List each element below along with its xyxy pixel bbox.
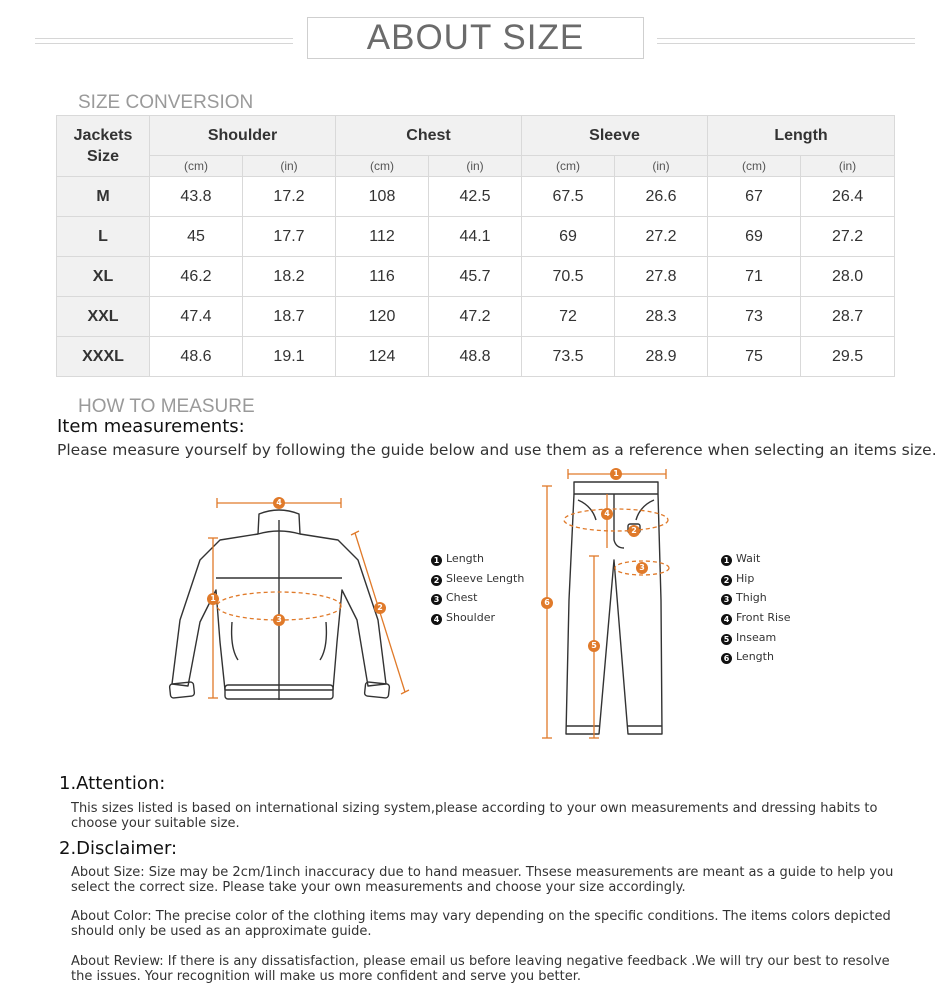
group-header-length: Length (708, 116, 895, 156)
value-cell: 27.2 (801, 217, 895, 257)
value-cell: 71 (708, 257, 801, 297)
pants-badge-hip: 2 (628, 525, 640, 537)
jacket-badge-chest: 3 (273, 614, 285, 626)
pants-badge-front-rise: 4 (601, 508, 613, 520)
legend-item-label: Front Rise (736, 611, 791, 625)
unit-cell: (cm) (336, 156, 429, 177)
value-cell: 116 (336, 257, 429, 297)
value-cell: 112 (336, 217, 429, 257)
legend-number-icon: 1 (721, 555, 732, 566)
unit-cell: (cm) (708, 156, 801, 177)
pants-illustration (566, 482, 662, 734)
value-cell: 27.2 (615, 217, 708, 257)
value-cell: 27.8 (615, 257, 708, 297)
value-cell: 46.2 (150, 257, 243, 297)
value-cell: 17.2 (243, 177, 336, 217)
legend-item-label: Length (736, 650, 774, 664)
item-measurements-title: Item measurements: (57, 416, 245, 437)
value-cell: 75 (708, 337, 801, 377)
unit-cell: (in) (801, 156, 895, 177)
legend-number-icon: 5 (721, 634, 732, 645)
legend-item (721, 569, 791, 589)
value-cell: 73.5 (522, 337, 615, 377)
value-cell: 29.5 (801, 337, 895, 377)
legend-number-icon: 6 (721, 653, 732, 664)
corner-label-size: Size (86, 148, 119, 165)
item-measurements-description: Please measure yourself by following the guide below and use them as a reference when selecting an items size. (57, 441, 937, 459)
group-header-sleeve: Sleeve (522, 116, 708, 156)
corner-label-jackets: Jackets (73, 127, 133, 144)
legend-item-label: Thigh (736, 591, 767, 605)
legend-item (431, 608, 524, 628)
value-cell: 73 (708, 297, 801, 337)
jacket-badge-sleeve: 2 (374, 602, 386, 614)
pants-badge-inseam: 5 (588, 640, 600, 652)
legend-item (431, 588, 524, 608)
value-cell: 28.9 (615, 337, 708, 377)
legend-item-label: Shoulder (446, 611, 495, 625)
legend-item-label: Wait (736, 552, 761, 565)
size-cell: XXXL (57, 337, 150, 377)
value-cell: 26.4 (801, 177, 895, 217)
value-cell: 47.2 (429, 297, 522, 337)
value-cell: 45 (150, 217, 243, 257)
legend-item (721, 588, 791, 608)
legend-number-icon: 2 (431, 575, 442, 586)
size-cell: L (57, 217, 150, 257)
value-cell: 28.7 (801, 297, 895, 337)
legend-item (431, 569, 524, 589)
group-header-shoulder: Shoulder (150, 116, 336, 156)
legend-number-icon: 3 (721, 594, 732, 605)
legend-number-icon: 1 (431, 555, 442, 566)
legend-item-label: Length (446, 552, 484, 565)
size-conversion-label: SIZE CONVERSION (78, 92, 254, 113)
value-cell: 120 (336, 297, 429, 337)
legend-item (721, 608, 791, 628)
group-header-chest: Chest (336, 116, 522, 156)
legend-item (721, 628, 791, 648)
unit-cell: (cm) (150, 156, 243, 177)
jacket-badge-shoulder: 4 (273, 497, 285, 509)
legend-item-label: Hip (736, 571, 755, 585)
value-cell: 67.5 (522, 177, 615, 217)
value-cell: 124 (336, 337, 429, 377)
value-cell: 18.2 (243, 257, 336, 297)
jacket-measure-markers (208, 498, 409, 698)
attention-heading: 1.Attention: (59, 773, 166, 794)
value-cell: 42.5 (429, 177, 522, 217)
value-cell: 48.6 (150, 337, 243, 377)
jacket-legend (431, 549, 524, 628)
value-cell: 72 (522, 297, 615, 337)
unit-cell: (in) (429, 156, 522, 177)
value-cell: 67 (708, 177, 801, 217)
disclaimer-review-text: About Review: If there is any dissatisfaction, please email us before leaving negative feedback .We will try our best to resolve the issues. Your recognition will make us more confident and serve you better. (71, 954, 890, 984)
value-cell: 108 (336, 177, 429, 217)
legend-item-label: Inseam (736, 630, 777, 644)
value-cell: 26.6 (615, 177, 708, 217)
legend-item-label: Sleeve Length (446, 571, 525, 585)
value-cell: 43.8 (150, 177, 243, 217)
disclaimer-size-text: About Size: Size may be 2cm/1inch inaccuracy due to hand measuer. Thsese measurements are meant as a guide to help you select the correct size. Please take your own measurements and choose your size accordingly. (71, 865, 894, 895)
legend-item (721, 647, 791, 667)
size-cell: XL (57, 257, 150, 297)
unit-cell: (in) (243, 156, 336, 177)
legend-item (721, 549, 791, 569)
value-cell: 18.7 (243, 297, 336, 337)
pants-legend (721, 549, 791, 667)
legend-number-icon: 4 (721, 614, 732, 625)
how-to-measure-label: HOW TO MEASURE (78, 396, 255, 417)
legend-number-icon: 4 (431, 614, 442, 625)
page-title: ABOUT SIZE (366, 18, 585, 57)
legend-item (431, 549, 524, 569)
value-cell: 17.7 (243, 217, 336, 257)
value-cell: 45.7 (429, 257, 522, 297)
value-cell: 47.4 (150, 297, 243, 337)
unit-cell: (in) (615, 156, 708, 177)
value-cell: 19.1 (243, 337, 336, 377)
value-cell: 70.5 (522, 257, 615, 297)
disclaimer-color-text: About Color: The precise color of the clothing items may vary depending on the specific conditions. The items colors depicted should only be used as an approximate guide. (71, 909, 891, 939)
jacket-badge-length: 1 (207, 593, 219, 605)
unit-cell: (cm) (522, 156, 615, 177)
legend-number-icon: 3 (431, 594, 442, 605)
value-cell: 28.0 (801, 257, 895, 297)
size-cell: M (57, 177, 150, 217)
attention-text: This sizes listed is based on international sizing system,please according to your own measurements and dressing habits to choose your suitable size. (71, 801, 878, 831)
value-cell: 69 (522, 217, 615, 257)
disclaimer-heading: 2.Disclaimer: (59, 838, 178, 859)
legend-number-icon: 2 (721, 575, 732, 586)
size-cell: XXL (57, 297, 150, 337)
pants-badge-length: 6 (541, 597, 553, 609)
legend-item-label: Chest (446, 591, 478, 605)
value-cell: 48.8 (429, 337, 522, 377)
value-cell: 28.3 (615, 297, 708, 337)
pants-badge-thigh: 3 (636, 562, 648, 574)
value-cell: 69 (708, 217, 801, 257)
pants-badge-waist: 1 (610, 468, 622, 480)
value-cell: 44.1 (429, 217, 522, 257)
